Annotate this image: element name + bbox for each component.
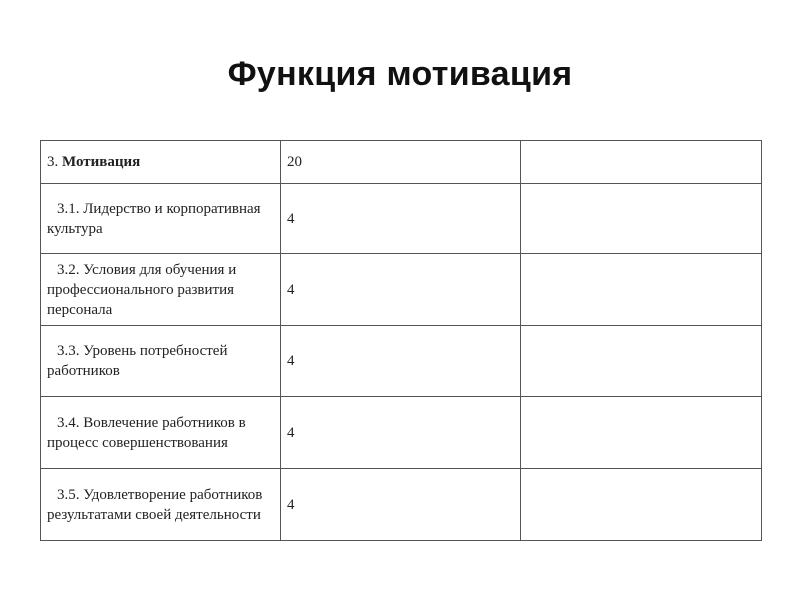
table-row (41, 469, 762, 541)
row-label: 3.1. Лидерство и корпоративная культура (47, 200, 261, 237)
slide-title: Функция мотивация (227, 55, 573, 93)
table-cell-label (41, 397, 281, 469)
motivation-table (40, 140, 762, 541)
table-header-row (41, 141, 762, 184)
table-cell-value: 4 (281, 397, 521, 469)
table-row (41, 254, 762, 326)
row-label: 3.3. Уровень потребностей работников (47, 343, 228, 379)
table-cell-value: 4 (281, 326, 521, 397)
table-cell-label (41, 254, 281, 326)
table-row (41, 326, 762, 397)
section-title: Мотивация (62, 154, 141, 170)
table-cell-empty (521, 254, 762, 326)
table-cell-empty (521, 184, 762, 254)
table-cell-empty (521, 397, 762, 469)
table-cell-empty (521, 469, 762, 541)
table-row (41, 397, 762, 469)
table-cell-value: 4 (281, 254, 521, 326)
row-label: 3.5. Удовлетворение работников результатами своей деятельности (47, 486, 263, 523)
table-cell-empty (521, 141, 762, 184)
table-cell-value: 20 (281, 141, 521, 184)
table-cell-label (41, 184, 281, 254)
section-number: 3. (47, 154, 62, 170)
table-cell-empty (521, 326, 762, 397)
row-label: 3.2. Условия для обучения и профессионального развития персонала (47, 261, 237, 318)
row-label: 3.4. Вовлечение работников в процесс совершенствования (47, 414, 246, 451)
table-cell-value: 4 (281, 469, 521, 541)
table-row (41, 184, 762, 254)
table-cell-label (41, 469, 281, 541)
table-cell-label (41, 326, 281, 397)
table-cell-value: 4 (281, 184, 521, 254)
table-cell-label (41, 141, 281, 184)
